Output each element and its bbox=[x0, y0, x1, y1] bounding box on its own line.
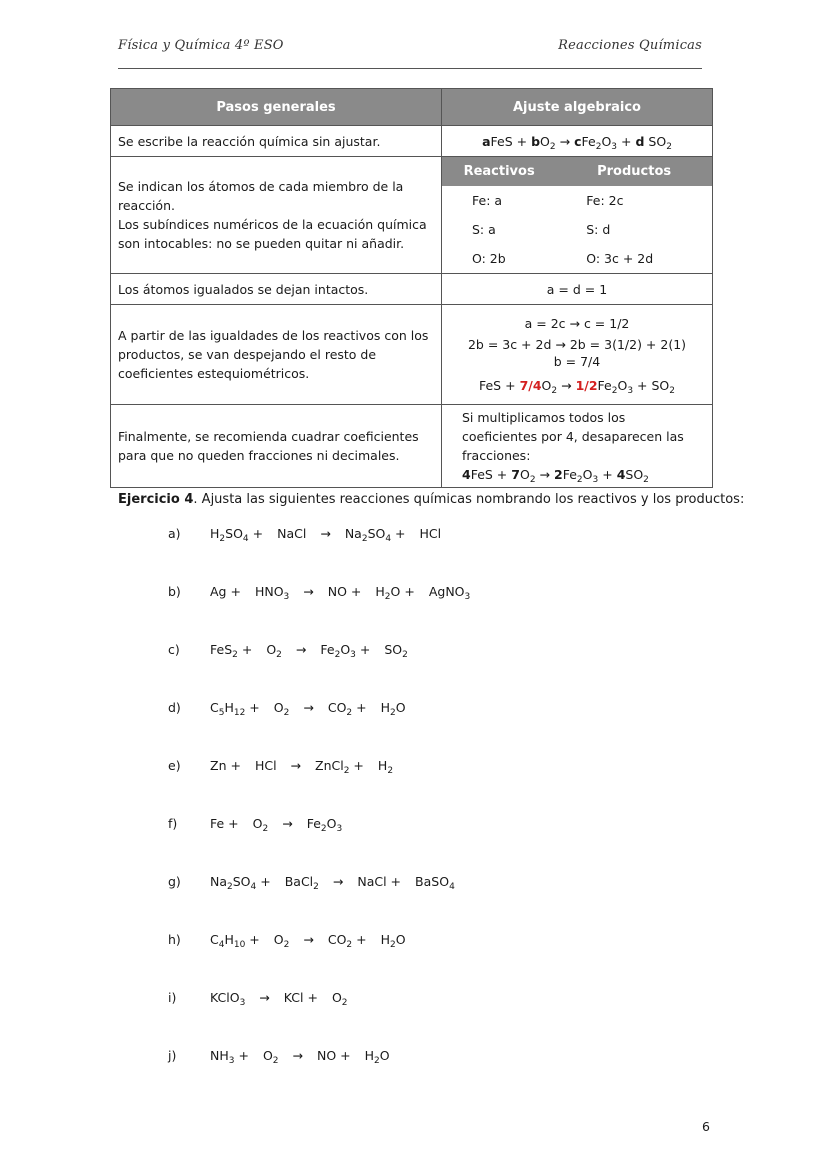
formula: KClO$_3$ bbox=[210, 990, 246, 1008]
formula: $CO_2$ + bbox=[327, 932, 367, 950]
formula: $Fe_2O_3$ + bbox=[320, 642, 371, 660]
formula: $Fe_2O_3$ bbox=[306, 816, 343, 834]
reaction-h bbox=[168, 932, 420, 950]
formula: $H_2O$ bbox=[380, 932, 406, 950]
solve-line-1: a = 2c → c = 1/2 bbox=[524, 315, 630, 331]
reaction-a bbox=[168, 526, 455, 544]
step-5: Finalmente, se recomienda cuadrar coeficientes para que no queden fracciones ni decimales. bbox=[111, 405, 442, 488]
formula: $O_2$ bbox=[273, 932, 290, 950]
formula: $C_5H_{12}$ + bbox=[210, 700, 260, 718]
producto-s: S: d bbox=[586, 222, 611, 237]
formula: $HNO_3$ bbox=[254, 584, 290, 602]
reaction-label: g) bbox=[168, 874, 181, 889]
reaction-label: f) bbox=[168, 816, 178, 831]
arrow: → bbox=[303, 700, 314, 715]
formula: $Na_2SO_4$ + bbox=[210, 874, 271, 892]
col-header-algebraic: Ajuste algebraico bbox=[442, 89, 713, 126]
reactivo-s: S: a bbox=[472, 222, 496, 237]
equation-balanced: $4FeS + 7O_2 \to 2Fe_2O_3 + 4SO_2$ bbox=[462, 467, 649, 485]
formula: $O_2$ bbox=[262, 1048, 279, 1066]
formula: $SO_2$ bbox=[384, 642, 408, 660]
arrow: → bbox=[295, 642, 307, 657]
formula: $O_2$ bbox=[252, 816, 269, 834]
producto-fe: Fe: 2c bbox=[586, 193, 624, 208]
formula: NaCl + bbox=[357, 874, 402, 889]
arrow: → bbox=[290, 758, 302, 773]
reaction-label: c) bbox=[168, 642, 180, 657]
formula: $O_2$ bbox=[273, 700, 290, 718]
reaction-g bbox=[168, 874, 469, 892]
formula: NaCl bbox=[277, 526, 307, 541]
formula: KCl + bbox=[283, 990, 318, 1005]
reaction-f bbox=[168, 816, 356, 834]
reaction-label: b) bbox=[168, 584, 181, 599]
steps-table bbox=[110, 88, 713, 488]
formula: FeS$_2$ + bbox=[210, 642, 253, 660]
formula: BaSO$_4$ bbox=[415, 874, 455, 892]
reaction-label: d) bbox=[168, 700, 181, 715]
formula: $H_2O$ bbox=[380, 700, 406, 718]
reactivos-header: Reactivos bbox=[442, 157, 556, 186]
reaction-label: a) bbox=[168, 526, 181, 541]
reaction-j bbox=[168, 1048, 404, 1066]
atom-count-table bbox=[442, 157, 712, 273]
reaction-i bbox=[168, 990, 362, 1008]
formula: $CO_2$ + bbox=[327, 700, 367, 718]
formula: $NH_3$ + bbox=[210, 1048, 249, 1066]
formula: $H_2O$ + bbox=[375, 584, 415, 602]
exercise-instructions: . Ajusta las siguientes reacciones químicas nombrando los reactivos y los productos: bbox=[193, 492, 745, 507]
arrow: → bbox=[282, 816, 293, 831]
formula: Ag + bbox=[210, 584, 241, 599]
reaction-e bbox=[168, 758, 407, 776]
formula: $H_2SO_4$ + bbox=[210, 526, 264, 544]
page-number: 6 bbox=[702, 1119, 710, 1134]
formula: ZnCl$_2$ + bbox=[315, 758, 364, 776]
formula: Fe + bbox=[210, 816, 239, 831]
step-2: Se indican los átomos de cada miembro de la reacción. Los subíndices numéricos de la ecuación química son intocables: no se pueden quitar ni añadir. bbox=[111, 157, 442, 274]
formula: Zn + bbox=[210, 758, 241, 773]
step-3: Los átomos igualados se dejan intactos. bbox=[111, 274, 442, 305]
arrow: → bbox=[303, 584, 314, 599]
arrow: → bbox=[332, 874, 344, 889]
reaction-label: h) bbox=[168, 932, 181, 947]
arrow: → bbox=[303, 932, 314, 947]
exercise-title bbox=[118, 492, 744, 507]
formula: $H_2$ bbox=[377, 758, 394, 776]
arrow: → bbox=[292, 1048, 303, 1063]
producto-o: O: 3c + 2d bbox=[586, 251, 654, 266]
formula: $H_2O$ bbox=[364, 1048, 390, 1066]
solve-line-2: 2b = 3c + 2d → 2b = 3(1/2) + 2(1) bbox=[467, 336, 687, 352]
formula: HCl bbox=[419, 526, 442, 541]
equal-atoms-result: a = d = 1 bbox=[442, 274, 713, 305]
formula: NO + bbox=[327, 584, 362, 599]
reaction-d bbox=[168, 700, 420, 718]
header-subject: Física y Química 4º ESO bbox=[118, 38, 284, 53]
step-4: A partir de las igualdades de los reactivos con los productos, se van despejando el resto de coeficientes estequiométricos. bbox=[111, 305, 442, 405]
reaction-label: e) bbox=[168, 758, 181, 773]
solving-cell bbox=[442, 305, 713, 405]
equation-fractional: FeS + $7/4O_2 \to 1/2Fe_2O_3 + SO_2$ bbox=[478, 377, 675, 396]
reaction-c bbox=[168, 642, 422, 660]
formula: BaCl$_2$ bbox=[284, 874, 319, 892]
arrow: → bbox=[259, 990, 270, 1005]
formula: $C_4H_{10}$ + bbox=[210, 932, 260, 950]
multiply-text: Si multiplicamos todos los coeficientes por 4, desaparecen las fracciones: bbox=[462, 410, 684, 463]
reactivo-fe: Fe: a bbox=[472, 193, 503, 208]
formula: AgNO$_3$ bbox=[428, 584, 471, 602]
formula: HCl bbox=[254, 758, 277, 773]
productos-header: Productos bbox=[556, 157, 712, 186]
step-1: Se escribe la reacción química sin ajustar. bbox=[111, 126, 442, 157]
header-rule bbox=[118, 68, 702, 69]
reaction-label: j) bbox=[168, 1048, 177, 1063]
formula: $O_2$ bbox=[266, 642, 282, 660]
col-header-steps: Pasos generales bbox=[111, 89, 442, 126]
equation-unbalanced: aFeS + $bO_2 \to cFe_2O_3 + d$ $SO_2$ bbox=[442, 126, 713, 157]
solve-line-3: b = 7/4 bbox=[553, 353, 601, 369]
reaction-label: i) bbox=[168, 990, 177, 1005]
header-topic: Reacciones Químicas bbox=[558, 38, 702, 53]
exercise-label: Ejercicio 4 bbox=[118, 492, 194, 507]
reactivo-o: O: 2b bbox=[472, 251, 506, 266]
formula: NO + bbox=[317, 1048, 351, 1063]
reaction-b bbox=[168, 584, 484, 602]
formula: $Na_2SO_4$ + bbox=[344, 526, 406, 544]
arrow: → bbox=[320, 526, 331, 541]
formula: $O_2$ bbox=[331, 990, 348, 1008]
